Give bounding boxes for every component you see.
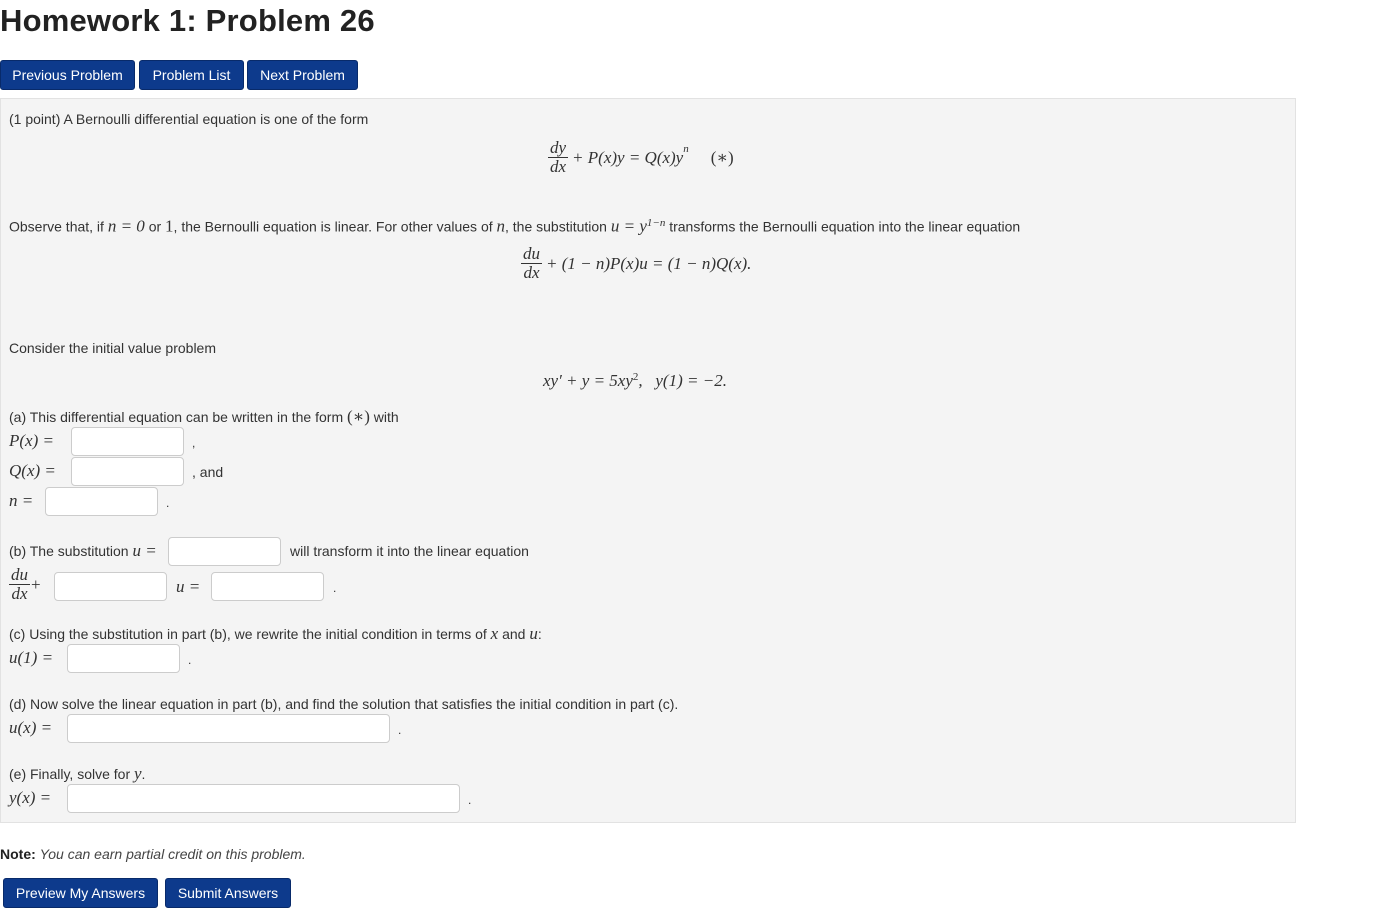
next-problem-button[interactable]: Next Problem [247,60,358,90]
substitution-input[interactable] [168,537,281,566]
page-title: Homework 1: Problem 26 [0,3,375,38]
part-b-text-end: will transform it into the linear equation [290,543,529,559]
p-input[interactable] [71,427,184,456]
n-label: n = [9,491,34,510]
bernoulli-equation: $\frac{dy}{dx}$ + P(x)y = Q(x)y $^n$ (∗) [550,138,734,176]
linear-coefficient-input[interactable] [54,572,167,601]
part-c-text: (c) Using the substitution in part (b), we rewrite the initial condition in terms of x and u: [9,624,542,643]
p-label: P(x) = [9,431,54,450]
p-comma: , [192,436,196,450]
part-d-period: . [398,723,402,737]
consider-text: Consider the initial value problem [9,340,216,356]
submit-answers-button[interactable]: Submit Answers [165,878,291,908]
problem-list-button[interactable]: Problem List [139,60,244,90]
previous-problem-button[interactable]: Previous Problem [0,60,135,90]
yx-input[interactable] [67,784,460,813]
part-d-text: (d) Now solve the linear equation in part (b), and find the solution that satisfies the initial condition in part (c). [9,696,679,712]
q-and: , and [192,464,224,480]
linear-equation: $\frac{du}{dx}$ + (1 − n)P(x)u = (1 − n)Q(x). [523,244,752,282]
part-b-period: . [333,581,337,595]
partial-credit-note: Note: You can earn partial credit on this problem. [0,846,306,862]
part-a-text: (a) This differential equation can be written in the form (∗) with [9,407,399,426]
q-input[interactable] [71,457,184,486]
du-dx-fraction: $\frac{du}{dx}$ + [11,565,41,603]
ux-input[interactable] [67,714,390,743]
linear-rhs-input[interactable] [211,572,324,601]
problem-intro: (1 point) A Bernoulli differential equation is one of the form [9,111,369,127]
observe-text: Observe that, if n = 0 or 1, the Bernoulli equation is linear. For other values of n, the substitution $u = y^{1-n}$ transforms the Bernoulli equation into the linear equation [9,216,1021,236]
part-e-text: (e) Finally, solve for y. [9,764,146,783]
n-input[interactable] [45,487,158,516]
n-period: . [166,496,170,510]
u1-input[interactable] [67,644,180,673]
yx-label: y(x) = [9,788,52,807]
preview-answers-button[interactable]: Preview My Answers [3,878,158,908]
q-label: Q(x) = [9,461,56,480]
ux-label: u(x) = [9,718,53,737]
part-c-period: . [188,653,192,667]
u1-label: u(1) = [9,648,54,667]
u-equals-label: u = [176,577,201,596]
part-b-text-start: (b) The substitution u = [9,541,157,560]
part-e-period: . [468,793,472,807]
initial-value-problem: xy′ + y = 5xy $^2$ , y(1) = −2. [543,371,727,390]
